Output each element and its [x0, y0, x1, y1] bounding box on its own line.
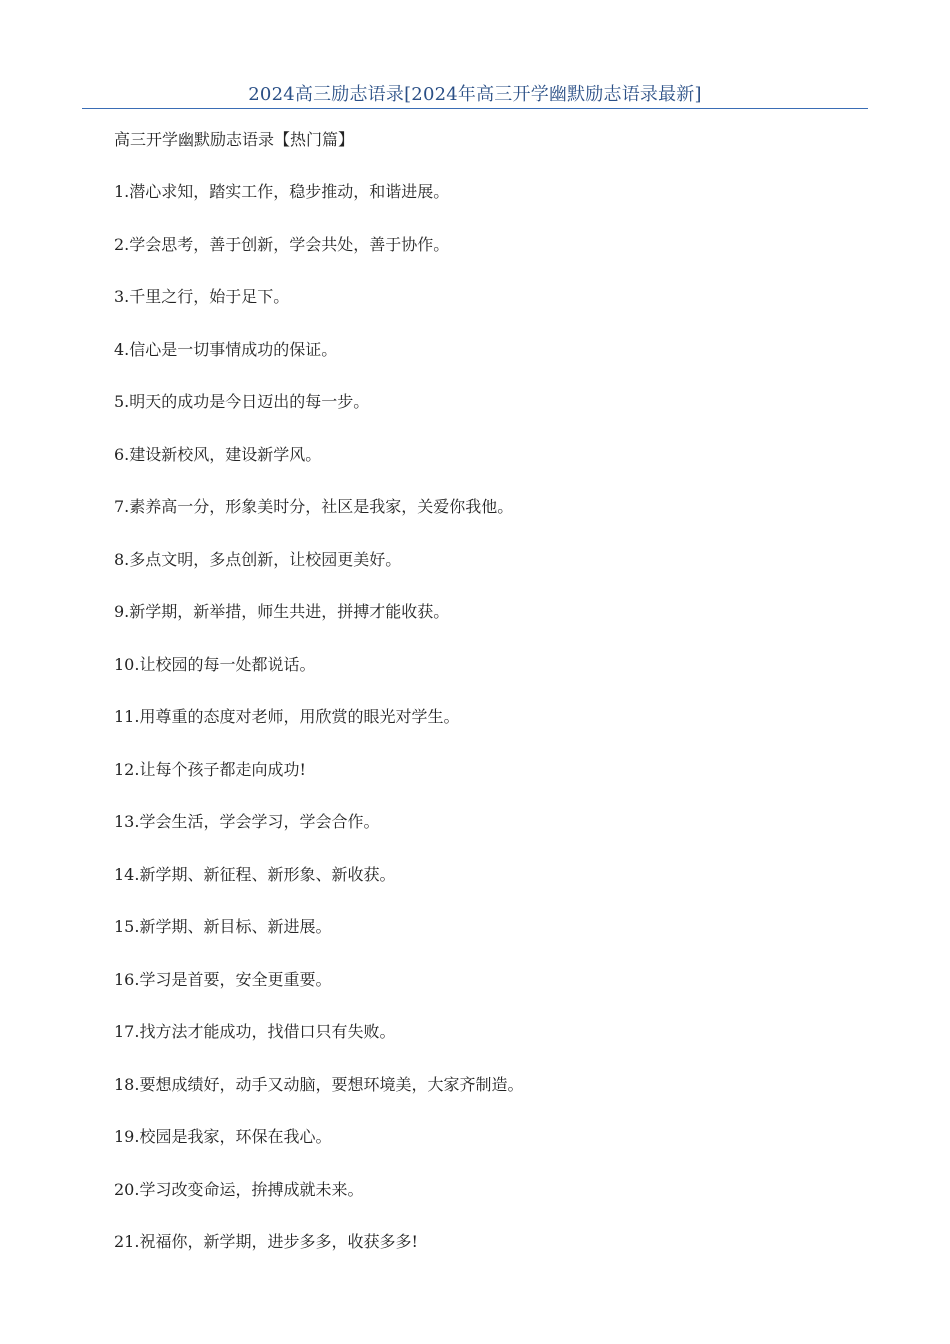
list-item: 20.学习改变命运，拚搏成就未来。	[114, 1179, 364, 1199]
list-item: 5.明天的成功是今日迈出的每一步。	[114, 392, 370, 411]
list-item: 2.学会思考，善于创新，学会共处，善于协作。	[114, 234, 450, 254]
page-header-title: 2024高三励志语录[2024年高三开学幽默励志语录最新]	[248, 84, 702, 105]
list-item: 13.学会生活，学会学习，学会合作。	[114, 812, 380, 831]
list-item: 8.多点文明，多点创新，让校园更美好。	[114, 549, 402, 569]
list-item: 15.新学期、新目标、新进展。	[114, 917, 332, 936]
list-item: 10.让校园的每一处都说话。	[114, 654, 316, 674]
list-item: 16.学习是首要，安全更重要。	[114, 969, 332, 989]
list-item: 11.用尊重的态度对老师，用欣赏的眼光对学生。	[114, 707, 460, 726]
list-item: 19.校园是我家，环保在我心。	[114, 1127, 332, 1146]
list-item: 1.潜心求知，踏实工作，稳步推动，和谐进展。	[114, 182, 450, 201]
header-divider	[82, 108, 868, 109]
list-item: 3.千里之行，始于足下。	[114, 287, 290, 306]
list-item: 6.建设新校风，建设新学风。	[114, 444, 322, 464]
list-item: 21.祝福你，新学期，进步多多，收获多多!	[114, 1232, 418, 1251]
list-item: 14.新学期、新征程、新形象、新收获。	[114, 864, 396, 884]
list-item: 12.让每个孩子都走向成功!	[114, 759, 306, 779]
section-title: 高三开学幽默励志语录【热门篇】	[114, 130, 355, 149]
list-item: 17.找方法才能成功，找借口只有失败。	[114, 1022, 396, 1041]
list-item: 4.信心是一切事情成功的保证。	[114, 339, 338, 359]
list-item: 7.素养高一分，形象美时分，社区是我家，关爱你我他。	[114, 497, 514, 516]
quote-list	[114, 180, 874, 1283]
list-item: 9.新学期，新举措，师生共进，拼搏才能收获。	[114, 602, 450, 621]
list-item: 18.要想成绩好，动手又动脑，要想环境美，大家齐制造。	[114, 1074, 524, 1094]
